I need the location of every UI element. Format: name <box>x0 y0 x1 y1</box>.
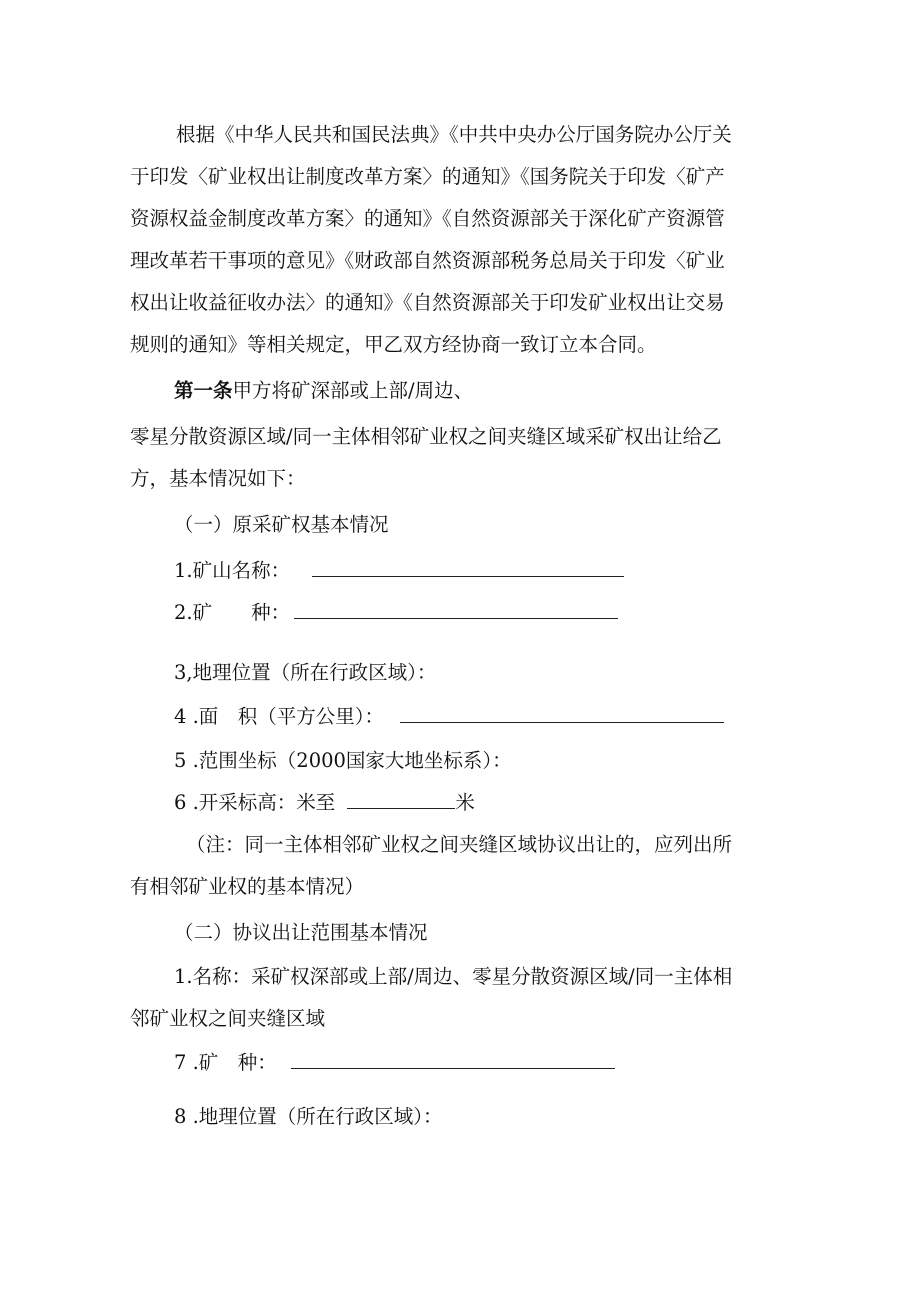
mineral-type-blank <box>294 600 618 619</box>
transfer-mineral-type-row <box>174 1050 615 1076</box>
preamble-line-3: 资源权益金制度改革方案〉的通知》《自然资源部关于深化矿产资源管 <box>130 207 725 230</box>
original-mineral-type-row <box>174 600 618 626</box>
elevation-label: 6 .开采标高：米至 <box>174 791 336 814</box>
preamble-line-6: 规则的通知》等相关规定，甲乙双方经协商一致订立本合同。 <box>130 333 657 356</box>
section-1-heading: （一）原采矿权基本情况 <box>174 513 389 536</box>
article-1-line-1 <box>174 378 473 404</box>
note-line-2: 有相邻矿业权的基本情况） <box>130 875 365 898</box>
article-1-line-2: 零星分散资源区域/同一主体相邻矿业权之间夹缝区域采矿权出让给乙 <box>130 425 722 448</box>
section-2-heading: （二）协议出让范围基本情况 <box>174 921 428 944</box>
original-coordinates-row: 5 .范围坐标（2000国家大地坐标系）： <box>174 749 512 772</box>
note-line-1: （注：同一主体相邻矿业权之间夹缝区域协议出让的，应列出所 <box>186 833 733 856</box>
transfer-location-row: 8 .地理位置（所在行政区域）： <box>174 1105 443 1128</box>
article-1-text: 甲方将矿深部或上部/周边、 <box>232 379 474 402</box>
original-elevation-row <box>174 790 475 816</box>
article-1-label: 第一条 <box>174 379 233 402</box>
transfer-name-line-2: 邻矿业权之间夹缝区域 <box>130 1007 326 1030</box>
preamble-line-1: 根据《中华人民共和国民法典》《中共中央办公厅国务院办公厅关 <box>176 123 732 146</box>
transfer-mineral-blank <box>291 1050 615 1069</box>
preamble-line-2: 于印发〈矿业权出让制度改革方案〉的通知》《国务院关于印发〈矿产 <box>130 165 725 188</box>
area-blank <box>400 704 724 723</box>
transfer-name-line-1: 1.名称：采矿权深部或上部/周边、零星分散资源区域/同一主体相 <box>174 965 733 988</box>
transfer-mineral-label: 7 .矿 种： <box>174 1051 277 1074</box>
article-1-line-3: 方，基本情况如下： <box>130 467 306 490</box>
mineral-type-label: 2.矿 种： <box>174 601 291 624</box>
original-mine-name-row <box>174 558 624 584</box>
preamble-line-4: 理改革若干事项的意见》《财政部自然资源部税务总局关于印发〈矿业 <box>130 249 725 272</box>
elevation-blank <box>347 790 455 809</box>
elevation-unit: 米 <box>455 791 475 814</box>
area-label: 4 .面 积（平方公里）： <box>174 705 385 728</box>
mine-name-blank <box>312 558 624 577</box>
mine-name-label: 1.矿山名称： <box>174 559 291 582</box>
original-location-row: 3,地理位置（所在行政区域）： <box>174 661 437 684</box>
original-area-row <box>174 704 724 730</box>
preamble-line-5: 权出让收益征收办法〉的通知》《自然资源部关于印发矿业权出让交易 <box>130 291 725 314</box>
